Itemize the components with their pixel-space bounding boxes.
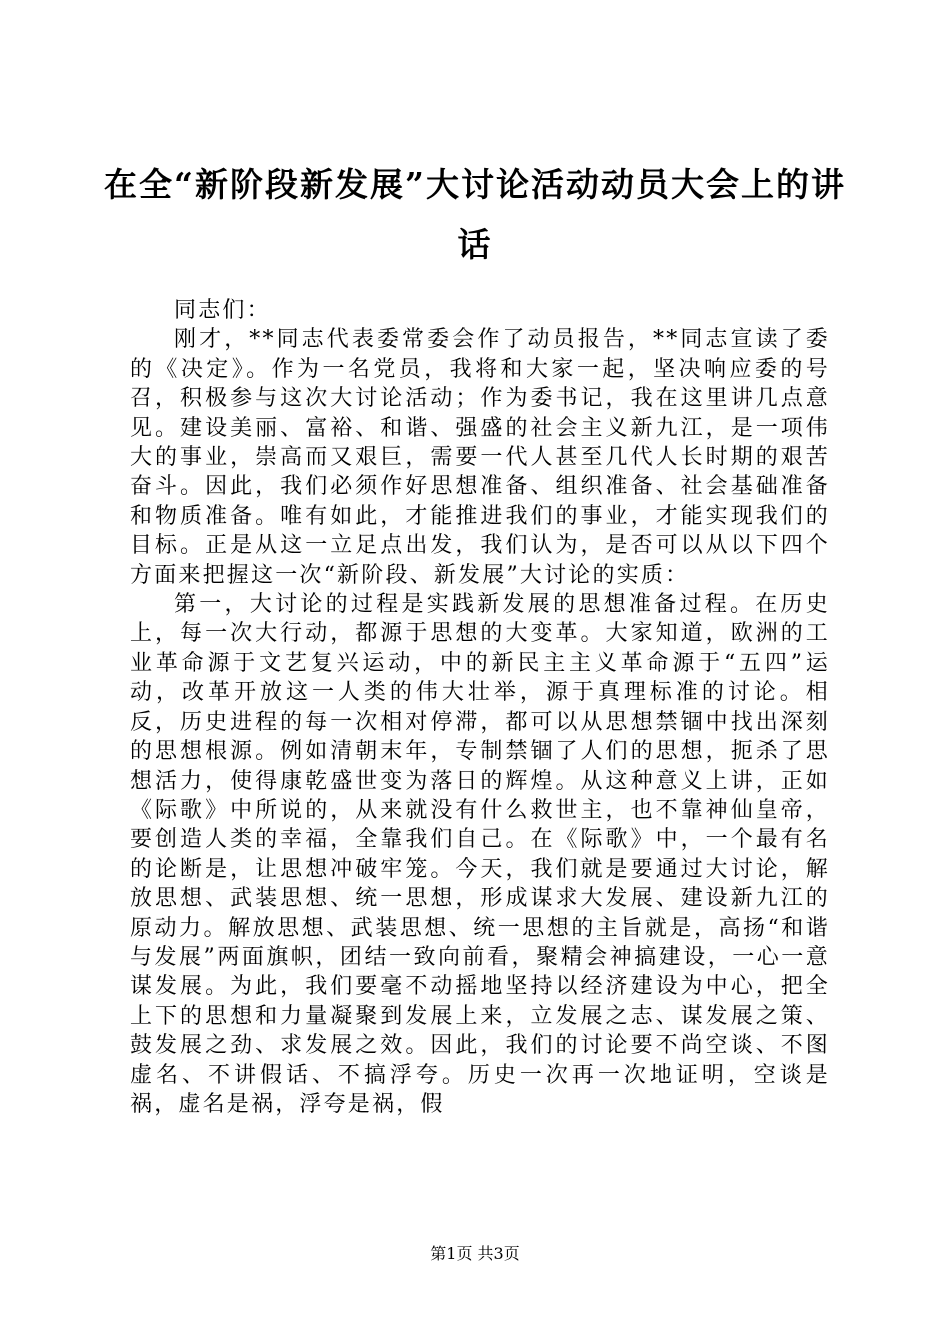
paragraph-1: 刚才，**同志代表委常委会作了动员报告，**同志宣读了委的《决定》。作为一名党员，我将和大家一起，坚决响应委的号召，积极参与这次大讨论活动；作为委书记，我在这里讲几点意见。建设美丽、富裕、和谐、强盛的社会主义新九江，是一项伟大的事业，崇高而又艰巨，需要一代人甚至几代人长时期的艰苦奋斗。因此，我们必须作好思想准备、组织准备、社会基础准备和物质准备。唯有如此，才能推进我们的事业，才能实现我们的目标。正是从这一立足点出发，我们认为，是否可以从以下四个方面来把握这一次“新阶段、新发展”大讨论的实质： [130,327,830,588]
salutation: 同志们： [174,298,271,323]
paragraph-2: 第一，大讨论的过程是实践新发展的思想准备过程。在历史上，每一次大行动，都源于思想的大变革。大家知道，欧洲的工业革命源于文艺复兴运动，中的新民主主义革命源于“五四”运动，改革开放这一人类的伟大壮举，源于真理标准的讨论。相反，历史进程的每一次相对停滞，都可以从思想禁锢中找出深刻的思想根源。例如清朝末年，专制禁锢了人们的思想，扼杀了思想活力，使得康乾盛世变为落日的辉煌。从这种意义上讲，正如《际歌》中所说的，从来就没有什么救世主，也不靠神仙皇帝，要创造人类的幸福，全靠我们自己。在《际歌》中，一个最有名的论断是，让思想冲破牢笼。今天，我们就是要通过大讨论，解放思想、武装思想、统一思想，形成谋求大发展、建设新九江的原动力。解放思想、武装思想、统一思想的主旨就是，高扬“和谐与发展”两面旗帜，团结一致向前看，聚精会神搞建设，一心一意谋发展。为此，我们要毫不动摇地坚持以经济建设为中心，把全上下的思想和力量凝聚到发展上来，立发展之志、谋发展之策、鼓发展之劲、求发展之效。因此，我们的讨论要不尚空谈、不图虚名、不讲假话、不搞浮夸。历史一次再一次地证明，空谈是祸，虚名是祸，浮夸是祸，假 [130,592,830,1117]
document-body [130,296,830,1119]
page-indicator: 第1页 共3页 [430,1244,520,1263]
document-title: 在全“新阶段新发展”大讨论活动动员大会上的讲话 [104,165,846,264]
